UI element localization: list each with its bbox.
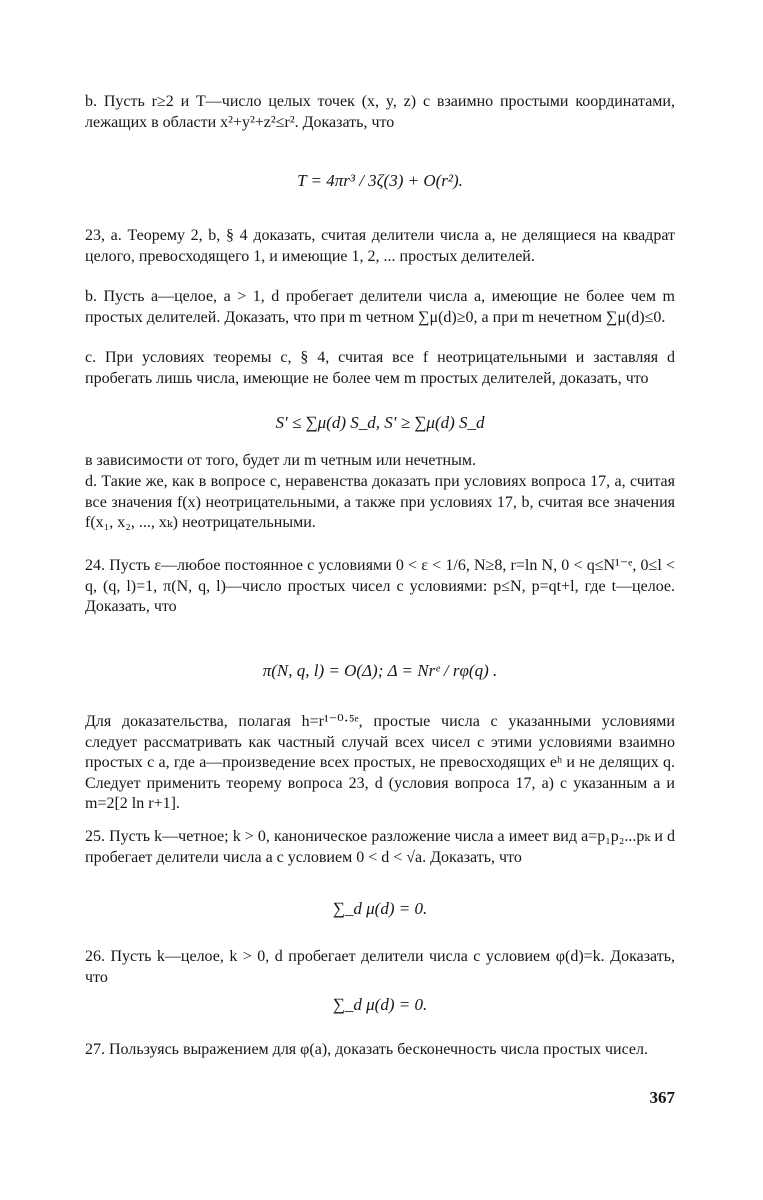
problem-27-text: 27. Пользуясь выражением для φ(a), доказать бесконечность числа простых чисел. — [85, 1041, 648, 1058]
problem-24-hint: Для доказательства, полагая h=r¹⁻⁰·⁵ᵉ, простые числа с указанными условиями следует рассматривать как частный случай всех чисел с этими условиями взаимно простых с a, где a—произведение всех простых, не превосходящих eʰ и не делящих q. Следует применить теорему вопроса 23, d (условия вопроса 17, a) с указанным a и m=2[2 ln r+1]. — [85, 713, 675, 812]
formula-25: ∑_d μ(d) = 0. — [332, 899, 428, 918]
problem-23a-text: 23, a. Теорему 2, b, § 4 доказать, считая делители числа a, не делящиеся на квадрат целого, превосходящего 1, и имеющие 1, 2, ... простых делителей. — [85, 227, 675, 265]
formula-23c: S′ ≤ ∑μ(d) S_d, S′ ≥ ∑μ(d) S_d — [275, 413, 485, 432]
problem-25-text: 25. Пусть k—четное; k > 0, каноническое разложение числа a имеет вид a=p₁p₂...pₖ и d пробегает делители числа a с условием 0 < d < √a. Доказать, что — [85, 828, 675, 866]
problem-23c-tail: в зависимости от того, будет ли m четным или нечетным. — [85, 452, 476, 469]
formula-24: π(N, q, l) = O(Δ); Δ = Nrᵉ / rφ(q) . — [262, 661, 498, 680]
problem-23b-text: b. Пусть a—целое, a > 1, d пробегает делители числа a, имеющие не более чем m простых делителей. Доказать, что при m четном ∑μ(d)≥0, а при m нечетном ∑μ(d)≤0. — [85, 288, 675, 326]
problem-22b-text: b. Пусть r≥2 и T—число целых точек (x, y, z) с взаимно простыми координатами, лежащих в области x²+y²+z²≤r². Доказать, что — [85, 93, 675, 131]
formula-22b: T = 4πr³ / 3ζ(3) + O(r²). — [297, 171, 463, 190]
problem-23d-text: d. Такие же, как в вопросе c, неравенства доказать при условиях вопроса 17, a, считая все значения f(x) неотрицательными, а также при условиях 17, b, считая все значения f(x₁, x₂, ..., xₖ) неотрицательными. — [85, 473, 675, 531]
formula-26: ∑_d μ(d) = 0. — [332, 995, 428, 1014]
problem-26-text: 26. Пусть k—целое, k > 0, d пробегает делители числа с условием φ(d)=k. Доказать, что — [85, 948, 675, 986]
problem-23c-text: c. При условиях теоремы c, § 4, считая все f неотрицательными и заставляя d пробегать лишь числа, имеющие не более чем m простых делителей, доказать, что — [85, 349, 675, 387]
problem-24-text: 24. Пусть ε—любое постоянное с условиями 0 < ε < 1/6, N≥8, r=ln N, 0 < q≤N¹⁻ᵉ, 0≤l < q, (q, l)=1, π(N, q, l)—число простых чисел с условиями: p≤N, p=qt+l, где t—целое. Доказать, что — [85, 557, 675, 615]
page-number: 367 — [649, 1088, 675, 1107]
